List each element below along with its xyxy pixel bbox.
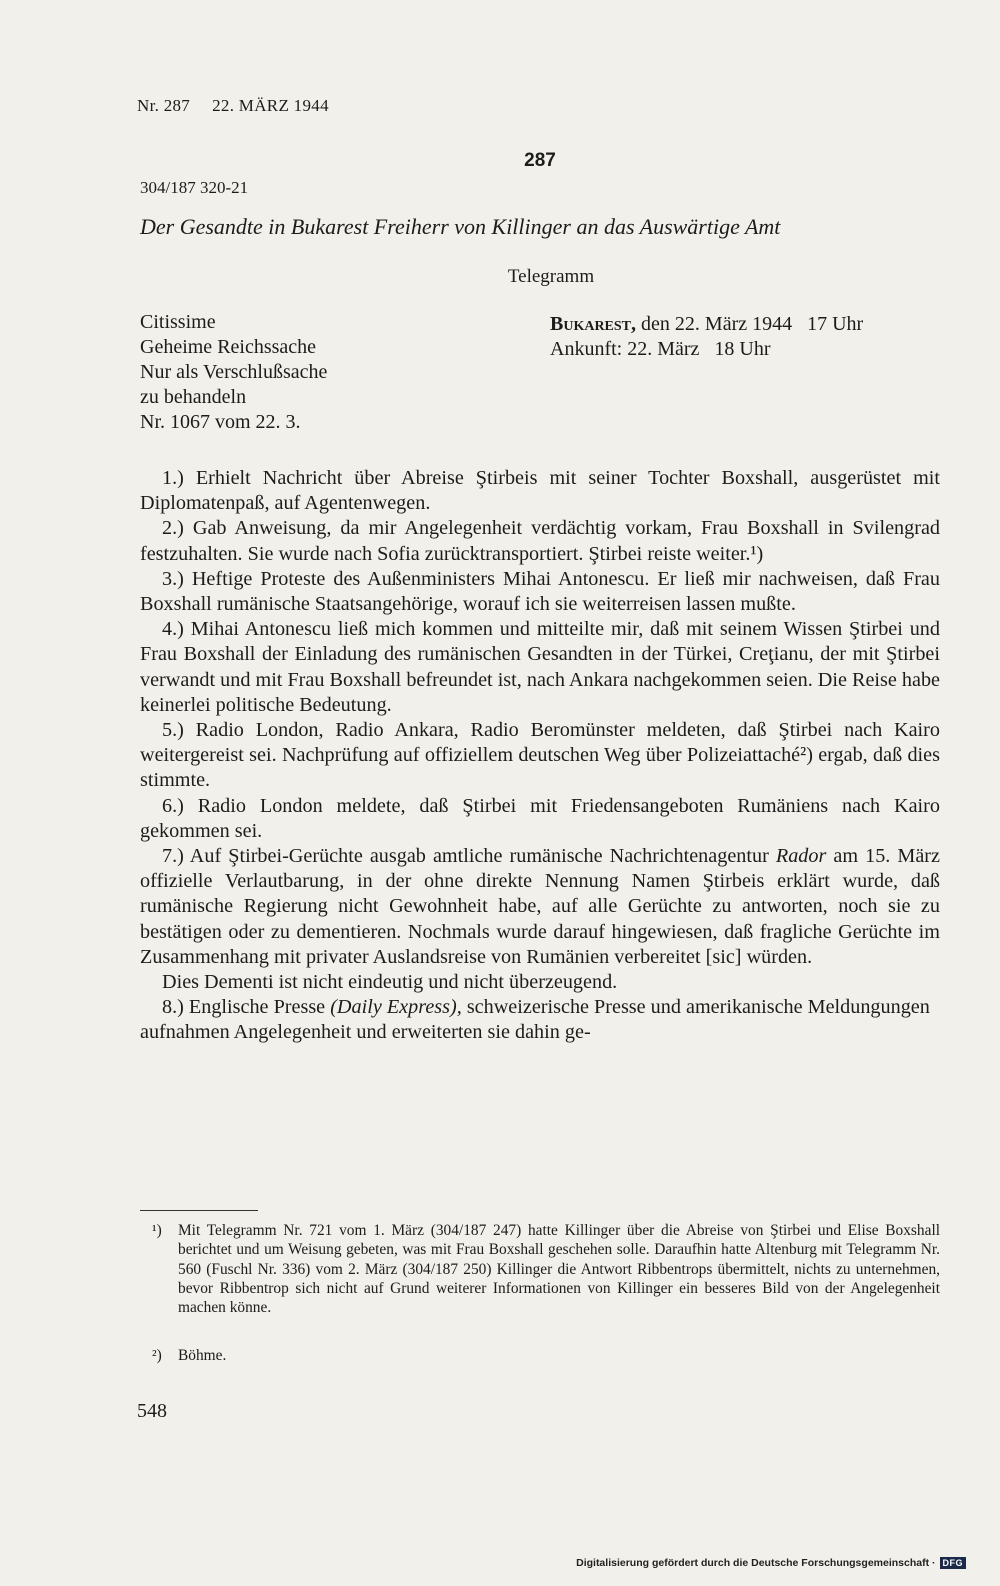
page-number: 548 (137, 1400, 167, 1422)
footnote-1 (140, 1221, 940, 1317)
dfg-logo: DFG (940, 1557, 967, 1569)
dispatch-sent (550, 312, 863, 337)
body-paragraph: 2.) Gab Anweisung, da mir Angelegenheit verdächtig vorkam, Frau Boxshall in Svilengrad festzuhalten. Sie wurde nach Sofia zurücktransportiert. Ştirbei reiste weiter.¹) (140, 517, 940, 565)
dispatch-place: Bukarest, (550, 313, 637, 335)
dispatch-block (550, 312, 863, 362)
document-title: Der Gesandte in Bukarest Freiherr von Killinger an das Auswärtige Amt (140, 214, 781, 239)
body-paragraph: Dies Dementi ist nicht eindeutig und nicht überzeugend. (162, 971, 618, 994)
classification-line: zu behandeln (140, 386, 247, 408)
body-paragraph: 5.) Radio London, Radio Ankara, Radio Beromünster meldeten, daß Ştirbei nach Kairo weitergereist sei. Nachprüfung auf offiziellem deutschen Weg über Polizeiattaché²) ergab, daß dies stimmte. (140, 719, 940, 792)
paragraph-8-text-cont: schweizerische Presse und amerikanische Meldungungen aufnahmen Angelegenheit und erweiterten sie dahin ge- (140, 996, 930, 1044)
header-date: 22. MÄRZ 1944 (212, 96, 329, 115)
newspaper-name: (Daily Express), (330, 996, 462, 1019)
digitization-credit (576, 1557, 966, 1569)
paragraph-7-text-cont: am 15. März offizielle Verlautbarung, in der ohne direkte Nennung Namen Ştirbeis erklärt wurde, daß rumänische Regierung nicht Gewohnheit habe, auf alle Gerüchte zu antworten, noch sie zu bestätigen oder zu dementieren. Nochmals wurde darauf hingewiesen, daß fragliche Gerüchte im Zusammenhang mit privater Auslandsreise von Rumänien verbereitet [sic] würden. (140, 845, 940, 968)
classification-block (140, 310, 327, 435)
footnote-2 (140, 1346, 940, 1365)
body-paragraph: 1.) Erhielt Nachricht über Abreise Ştirbeis mit seiner Tochter Boxshall, ausgerüstet mit Diplomatenpaß, auf Agentenwegen. (140, 467, 940, 515)
footnote-text: Mit Telegramm Nr. 721 vom 1. März (304/187 247) hatte Killinger über die Abreise von Ştirbei und Elise Boxshall berichtet und um Weisung gebeten, was mit Frau Boxshall geschehen solle. Daraufhin hatte Altenburg mit Telegramm Nr. 560 (Fuschl Nr. 336) vom 2. März (304/187 250) Killinger die Antwort Ribbentrops übermittelt, nichts zu unternehmen, bevor Ribbentrop sich nicht auf Grund weiterer Informationen von Killinger ein besseres Bild von der Angelegenheit machen könne. (178, 1222, 940, 1317)
footnote-mark: ¹) (152, 1222, 162, 1239)
body-paragraph: 3.) Heftige Proteste des Außenministers Mihai Antonescu. Er ließ mir nachweisen, daß Frau Boxshall rumänische Staatsangehörige, worauf ich sie weiterreisen lassen mußte. (140, 567, 940, 616)
agency-name: Rador (775, 845, 827, 868)
classification-line: Geheime Reichssache (140, 336, 317, 358)
document-type: Telegramm (507, 266, 595, 287)
document-number: 287 (524, 150, 556, 171)
footnote-mark: ²) (152, 1347, 162, 1364)
body-paragraph: 4.) Mihai Antonescu ließ mich kommen und mitteilte mir, daß mit seinem Wissen Ştirbei und Frau Boxshall der Einladung des rumänischen Gesandten in der Türkei, Creţianu, der mit Ştirbei verwandt und mit Frau Boxshall befreundet ist, nach Ankara nachgekommen seien. Die Reise habe keinerlei politische Bedeutung. (140, 618, 940, 716)
file-reference: 304/187 320-21 (140, 178, 249, 197)
body-paragraph-8 (140, 995, 940, 1045)
paragraph-8-text: 8.) Englische Presse (162, 996, 331, 1019)
footnote-divider (140, 1210, 258, 1211)
body-paragraph: 6.) Radio London meldete, daß Ştirbei mit Friedensangeboten Rumäniens nach Kairo gekommen sei. (140, 794, 940, 842)
classification-line: Nr. 1067 vom 22. 3. (140, 411, 301, 433)
classification-line: Nur als Verschlußsache (140, 361, 328, 383)
paragraph-7-text: 7.) Auf Ştirbei-Gerüchte ausgab amtliche rumänische Nachrichtenagentur (162, 845, 776, 868)
dispatch-arrival: Ankunft: 22. März 18 Uhr (550, 338, 771, 360)
body-paragraph-7 (140, 844, 940, 970)
header-document-number: Nr. 287 (137, 96, 191, 115)
telegram-body (140, 466, 940, 1046)
dispatch-sent-time: den 22. März 1944 17 Uhr (636, 313, 864, 335)
classification-line: Citissime (140, 311, 216, 333)
credit-text: Digitalisierung gefördert durch die Deutsche Forschungsgemeinschaft · (576, 1557, 936, 1569)
running-header (137, 96, 329, 116)
footnote-text: Böhme. (178, 1347, 227, 1364)
